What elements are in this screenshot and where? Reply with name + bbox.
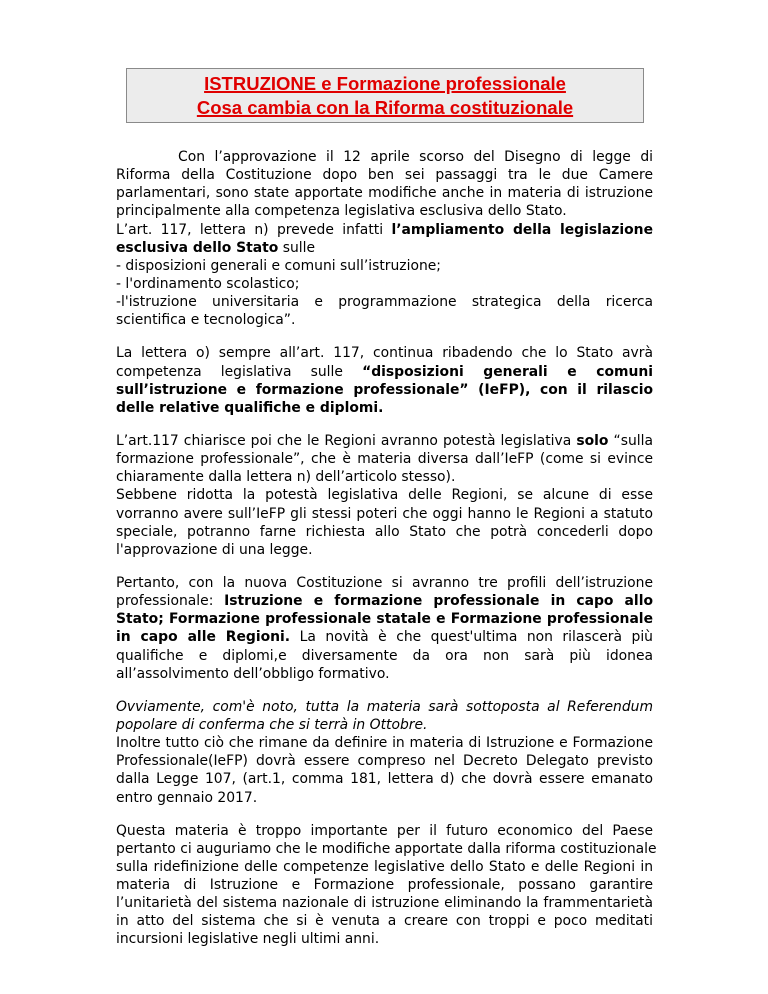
text-line: pertanto ci auguriamo che le modifiche apportate dalla riforma costituzionale — [116, 840, 657, 857]
bold-text: “disposizioni generali e comuni — [362, 363, 653, 380]
italic-text: popolare di conferma che si terrà in Ottobre. — [116, 716, 428, 733]
paragraph-4 — [116, 574, 653, 683]
list-item: -l'istruzione universitaria e programmazione strategica della ricerca — [116, 294, 653, 311]
paragraph-gap — [116, 329, 653, 344]
text-line: speciale, potranno farne richiesta allo Stato che potrà concederli dopo — [116, 523, 653, 540]
bold-text: solo — [576, 432, 609, 449]
text-line — [116, 239, 653, 257]
text-line — [116, 221, 653, 239]
title-line-2: Cosa cambia con la Riforma costituzionale — [196, 97, 574, 118]
text-run: sulle — [278, 239, 316, 256]
text-line: vorranno avere sull’IeFP gli stessi poteri che oggi hanno le Regioni a statuto — [116, 505, 653, 522]
paragraph-gap — [116, 559, 653, 574]
bold-text: Istruzione e formazione professionale in capo allo — [224, 593, 653, 610]
bold-text: delle relative qualifiche e diplomi. — [116, 399, 384, 416]
text-line: incursioni legislative negli ultimi anni. — [116, 931, 380, 948]
text-run: competenza legislativa sulle — [116, 363, 363, 380]
text-line — [116, 381, 653, 399]
text-line — [116, 592, 653, 610]
text-line: Pertanto, con la nuova Costituzione si avranno tre profili dell’istruzione — [116, 574, 653, 591]
title-line-1: ISTRUZIONE e Formazione professionale — [204, 73, 566, 94]
paragraph-gap — [116, 807, 653, 822]
text-run: L’art.117 chiarisce poi che le Regioni avranno potestà legislativa — [116, 432, 577, 449]
text-line: Professionale(IeFP) dovrà essere compreso nel Decreto Delegato previsto — [116, 753, 653, 770]
text-line: Con l’approvazione il 12 aprile scorso del Disegno di legge di — [178, 149, 653, 165]
text-line: principalmente alla competenza legislativa esclusiva dello Stato. — [116, 203, 567, 220]
paragraph-gap — [116, 417, 653, 432]
text-line: Riforma della Costituzione dopo ben sei passaggi tra le due Camere — [116, 167, 653, 184]
text-line — [116, 399, 653, 417]
text-line — [116, 363, 653, 381]
text-line — [116, 698, 653, 716]
text-line: Sebbene ridotta la potestà legislativa delle Regioni, se alcune di esse — [116, 487, 653, 504]
document-body — [116, 148, 657, 949]
bold-text: Stato; Formazione professionale statale e Formazione professionale — [116, 611, 653, 628]
text-line: formazione professionale”, che è materia diversa dall’IeFP (come si evince — [116, 451, 653, 468]
text-line — [116, 432, 653, 450]
text-run: L’art. 117, lettera n) prevede infatti — [116, 221, 392, 238]
paragraph-6 — [116, 822, 657, 949]
italic-text: Ovviamente, com'è noto, tutta la materia sarà sottoposta al Referendum — [116, 698, 653, 715]
text-line: scientifica e tecnologica”. — [116, 312, 296, 329]
text-line: Inoltre tutto ciò che rimane da definire in materia di Istruzione e Formazione — [116, 735, 653, 752]
bold-text: in capo alle Regioni. — [116, 629, 291, 646]
text-line: l’unitarietà del sistema nazionale di istruzione eliminando la frammentarietà — [116, 895, 653, 912]
paragraph-3 — [116, 432, 653, 559]
text-run: La novità è che quest'ultima non rilascerà più — [290, 629, 653, 646]
title-box — [126, 68, 644, 123]
text-line: chiaramente dalla lettera n) dell’articolo stesso). — [116, 469, 456, 486]
text-run: “sulla — [608, 432, 653, 449]
paragraph-gap — [116, 683, 653, 698]
text-line: qualifiche e diplomi,e diversamente da ora non sarà più idonea — [116, 647, 653, 664]
text-run: professionale: — [116, 593, 225, 610]
text-line — [116, 628, 653, 646]
text-line: l'approvazione di una legge. — [116, 541, 313, 558]
paragraph-2 — [116, 344, 653, 417]
text-line: La lettera o) sempre all’art. 117, continua ribadendo che lo Stato avrà — [116, 345, 653, 362]
text-line: parlamentari, sono state apportate modifiche anche in materia di istruzione — [116, 185, 653, 202]
bold-text: esclusiva dello Stato — [116, 239, 279, 256]
text-line: Questa materia è troppo importante per il futuro economico del Paese — [116, 822, 653, 839]
list-item: - l'ordinamento scolastico; — [116, 275, 300, 292]
text-line: entro gennaio 2017. — [116, 789, 258, 806]
paragraph-5 — [116, 698, 653, 807]
text-line — [116, 716, 653, 734]
text-line — [116, 610, 653, 628]
paragraph-1 — [116, 148, 653, 329]
text-line: materia di Istruzione e Formazione professionale, possano garantire — [116, 877, 653, 894]
text-line: in atto del sistema che si è venuta a creare con troppi e poco meditati — [116, 913, 653, 930]
bold-text: l’ampliamento della legislazione — [391, 221, 653, 238]
text-line: all’assolvimento dell’obbligo formativo. — [116, 665, 390, 682]
list-item: - disposizioni generali e comuni sull’istruzione; — [116, 257, 441, 274]
text-line: dalla Legge 107, (art.1, comma 181, lettera d) che dovrà essere emanato — [116, 771, 653, 788]
bold-text: sull’istruzione e formazione professionale” (IeFP), con il rilascio — [116, 381, 653, 398]
text-line: sulla ridefinizione delle competenze legislative dello Stato e delle Regioni in — [116, 858, 653, 875]
